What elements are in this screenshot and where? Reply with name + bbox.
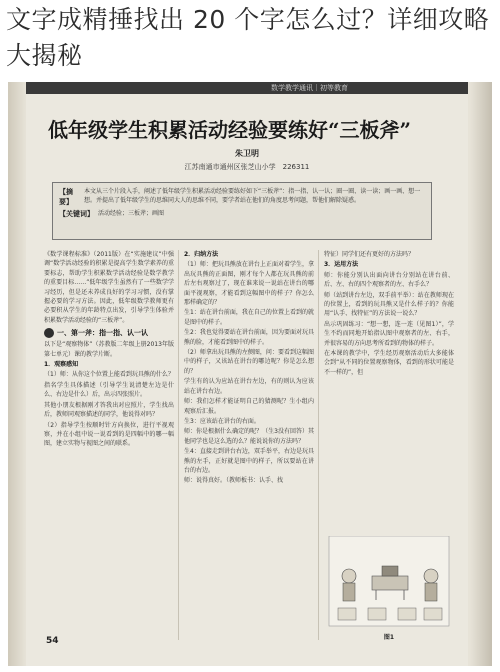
page-number: 54 — [46, 636, 59, 646]
paragraph: 出示巩固练习：“想一想，连一连（见图1）”，学生不约而同地开始指认图中观察者的左、右手，并很容易的方向思考所看到的物体的样子。 — [324, 320, 454, 347]
scan-edge-right — [470, 82, 492, 666]
scan-edge-left — [8, 82, 26, 666]
subheading: 1．观察感知 — [44, 361, 79, 369]
paragraph: 师：说得真好。（教师板书：认手、找 — [184, 477, 284, 485]
section-heading — [44, 328, 174, 338]
page-header-bar — [26, 82, 468, 94]
abstract-label: 【摘 要】 — [59, 188, 80, 206]
paragraph: 《数学课程标准》（2011版）在“实施建议”中强调“数学活动经验的积累是提高学生数学素养的重要标志，帮助学生积累数学活动经验是数学教学的重要目标……”低年级学生虽然有了一些数学学习经历，但是还未养成良好的学习习惯，没有掌握必要的学习方法。因此，低年级数学教师更有必要积从学生的年龄特点出发，引导学生体验并积累数学活动经验的“三板斧”。 — [44, 251, 174, 324]
figure-caption: 图1 — [383, 634, 395, 641]
paragraph: 指名学生具体描述（引导学生说清楚左边是什么、右边是什么）后，出示四张照片。 — [44, 381, 174, 399]
article-author: 朱卫明 — [235, 149, 259, 158]
abstract-box — [52, 182, 432, 240]
figure-illustration — [324, 536, 454, 641]
subheading: 3．运用方法 — [324, 261, 359, 269]
paragraph: （2）师拿出玩具熊的左侧图，问：要看到这幅图中的样子，又该站在讲台的哪边呢？你是怎么想的？ — [184, 349, 314, 375]
column-right — [324, 250, 454, 378]
paragraph: 师：你是根据什么确定的呢？（生3没有回答）其他同学也是这么选的么？能说说你的方法吗？ — [184, 428, 314, 445]
paragraph: 其他小朋友根据刚才答我出对应照片，学生找出后，教师同观察描述的同学，他说得对吗？ — [44, 401, 174, 419]
keywords-text: 活动经验；三板斧；画图 — [98, 210, 165, 217]
section-heading-text: 一、第一斧：指一指、认一认 — [57, 328, 148, 337]
paragraph: （1）师：从你这个位置上能看到玩具熊的什么？ — [44, 371, 174, 379]
article-school: 江苏南通市通州区张芝山小学 226311 — [184, 163, 310, 171]
paragraph: 生2：我也觉得要站在讲台前面，因为要面对玩具熊的脸，才能看到图中的样子。 — [184, 329, 314, 346]
subheading: 2．归纳方法 — [184, 251, 219, 258]
article-photo — [8, 82, 492, 666]
paragraph: 生1：站在讲台前面，我在自己的位置上看到的就是图中的样子。 — [184, 309, 314, 326]
paragraph: （2）指导学生按顺时针方向换位，进行平视观察，并在小组中说一说看到的是四幅中的哪一幅图，建立实物与视图之间的联系。 — [44, 421, 174, 448]
paragraph: 师（站到讲台左边，双手前平举）：站在教师现在的位置上，看到的玩具熊又是什么样子的？你能用“认手、找特征”的方法说一说么？ — [324, 291, 454, 318]
column-middle — [184, 250, 314, 487]
abstract-text: 本文从三个片段入手，阐述了低年级学生积累活动经验要练好如下“三板斧”：指一指、认一认；圈一圈、读一读；画一画、想一想。并提出了低年级学生的思维同大人的思维不同，要学者站在他们的角度思考问题，帮他们解除疑惑。 — [84, 188, 421, 204]
section-badge-icon — [44, 328, 54, 338]
article-title: 低年级学生积累活动经验要练好“三板斧” — [48, 118, 412, 142]
paragraph: （1）师：把玩具熊放在讲台上正面对着学生，拿出玩具熊的正面图，刚才每个人都在玩具熊的前后左右观察过了，现在谁来说一说站在讲台的哪面平视观察，才能看到这幅图中的样子？你怎么那样确定的？ — [184, 261, 314, 307]
paragraph: 师：我们怎样才能证明自己的猜测呢？生小组内观察后汇报。 — [184, 398, 314, 415]
column-divider — [178, 250, 179, 640]
paragraph: 师：你能分别认出面向讲台分别站在讲台前、后、左、右的四个观察者的左、右手么？ — [324, 271, 454, 289]
paragraph: 以下是“观察物体”（苏教版二年级上册2013年版第七单元）课的教学片断。 — [44, 341, 174, 358]
paragraph: 生3：应该站在讲台的右面。 — [184, 417, 260, 425]
magazine-page — [26, 82, 468, 666]
page-header-text: 数学教学通讯｜初等教育 — [271, 84, 348, 92]
paragraph: 特征）同学们还有更好的方法吗？ — [324, 251, 415, 258]
headline: 文字成精捶找出 20 个字怎么过？详细攻略大揭秘 — [6, 5, 490, 70]
paragraph: 学生有的认为应站在讲台左边，有的则认为应该站在讲台右边。 — [184, 378, 314, 395]
column-divider — [318, 250, 319, 640]
paragraph: 在本课的教学中，学生经历观察活动后大多能体会到“从不同的位置观察物体，看到的形状可能是不一样的”，但 — [324, 350, 454, 376]
keywords-label: 【关键词】 — [59, 210, 94, 218]
observation-illustration-icon — [324, 536, 454, 631]
column-left — [44, 250, 174, 450]
paragraph: 生4：直接走到讲台右边，双手举平，右边是玩具熊的左手，正好就是图中的样子，所以要站在讲台的右边。 — [184, 448, 314, 474]
